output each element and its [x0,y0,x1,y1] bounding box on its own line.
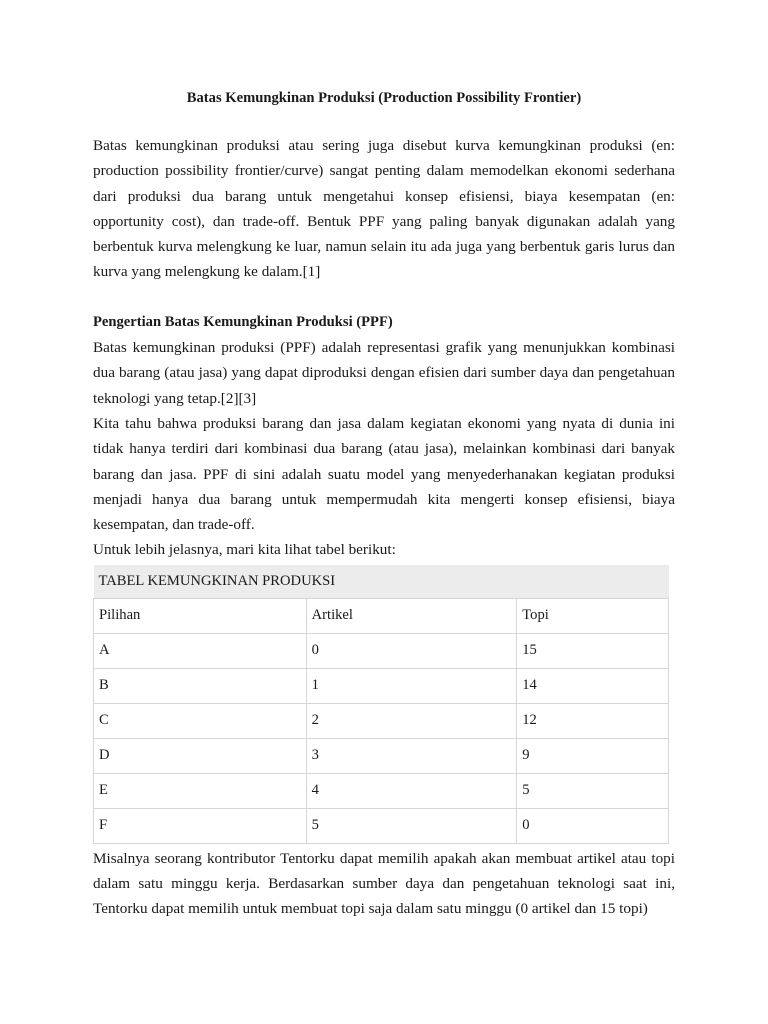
table-cell: 5 [517,773,669,808]
document-page [93,80,675,922]
table-row [94,738,669,773]
table-header-row [94,598,669,633]
table-cell: F [94,808,307,843]
column-header: Topi [517,598,669,633]
table-cell: D [94,738,307,773]
table-cell: 14 [517,668,669,703]
paragraph-explanation: Kita tahu bahwa produksi barang dan jasa dalam kegiatan ekonomi yang nyata di dunia ini tidak hanya terdiri dari kombinasi dua barang (atau jasa), melainkan kombinasi dari banyak barang dan jasa. PPF di sini adalah suatu model yang menyederhanakan kegiatan produksi menjadi hanya dua barang untuk mempermudah kita mengerti konsep efisiensi, biaya kesempatan, dan trade-off. [93,414,675,534]
table-cell: 15 [517,633,669,668]
table-cell: C [94,703,307,738]
table-cell: 3 [306,738,517,773]
table-cell: 12 [517,703,669,738]
table-cell: 9 [517,738,669,773]
table-cell: 2 [306,703,517,738]
paragraph-definition: Batas kemungkinan produksi (PPF) adalah representasi grafik yang menunjukkan kombinasi dua barang (atau jasa) yang dapat diproduksi dengan efisien dari sumber daya dan pengetahuan teknologi yang tetap.[2][3] [93,339,675,407]
production-table [93,565,669,844]
table-cell: B [94,668,307,703]
table-row [94,808,669,843]
table-cell: E [94,773,307,808]
table-cell: 0 [517,808,669,843]
table-cell: 5 [306,808,517,843]
table-row [94,703,669,738]
paragraph-example: Misalnya seorang kontributor Tentorku dapat memilih apakah akan membuat artikel atau topi dalam satu minggu kerja. Berdasarkan sumber daya dan pengetahuan teknologi saat ini, Tentorku dapat memilih untuk membuat topi saja dalam satu minggu (0 artikel dan 15 topi) [93,849,675,918]
table-row [94,668,669,703]
column-header: Pilihan [94,598,307,633]
table-row [94,773,669,808]
section-heading: Pengertian Batas Kemungkinan Produksi (PPF) [93,313,393,330]
table-cell: 0 [306,633,517,668]
paragraph-intro: Batas kemungkinan produksi atau sering juga disebut kurva kemungkinan produksi (en: production possibility frontier/curve) sangat penting dalam memodelkan ekonomi sederhana dari produksi dua barang untuk mengetahui konsep efisiensi, biaya kesempatan (en: opportunity cost), dan trade-off. Bentuk PPF yang paling banyak digunakan adalah yang berbentuk kurva melengkung ke luar, namun selain itu ada juga yang berbentuk garis lurus dan kurva yang melengkung ke dalam.[1] [93,137,675,281]
table-intro-text: Untuk lebih jelasnya, mari kita lihat tabel berikut: [93,541,396,559]
table-caption-row [94,565,669,599]
table-cell: 1 [306,668,517,703]
table-cell: A [94,633,307,668]
document-title: Batas Kemungkinan Produksi (Production Possibility Frontier) [186,90,582,106]
table-cell: 4 [306,773,517,808]
column-header: Artikel [306,598,517,633]
table-row [94,633,669,668]
table-caption: TABEL KEMUNGKINAN PRODUKSI [94,565,669,599]
